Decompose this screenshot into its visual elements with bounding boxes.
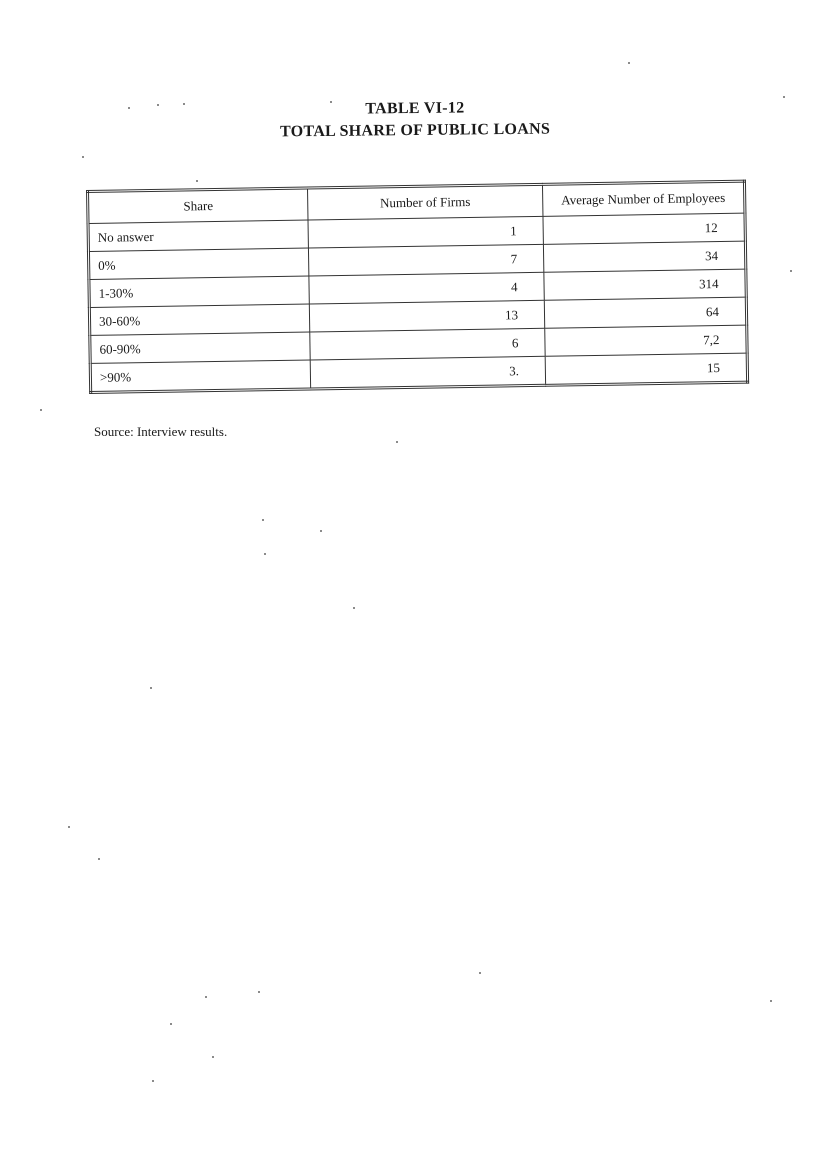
cell-employees: 12 bbox=[543, 213, 745, 244]
table-container bbox=[86, 180, 749, 394]
cell-share: No answer bbox=[88, 220, 308, 251]
cell-firms: 1 bbox=[308, 216, 543, 248]
scan-speck bbox=[68, 826, 70, 828]
cell-firms: 3. bbox=[310, 356, 545, 389]
scan-speck bbox=[628, 62, 630, 64]
scan-speck bbox=[783, 96, 785, 98]
table-subtitle: TOTAL SHARE OF PUBLIC LOANS bbox=[279, 120, 551, 141]
cell-employees: 15 bbox=[545, 353, 747, 385]
cell-employees: 314 bbox=[544, 269, 746, 300]
scan-speck bbox=[479, 972, 481, 974]
scan-speck bbox=[150, 687, 152, 689]
scan-speck bbox=[40, 409, 42, 411]
scan-speck bbox=[128, 107, 130, 109]
scan-speck bbox=[183, 103, 185, 105]
scan-speck bbox=[170, 1023, 172, 1025]
scan-speck bbox=[152, 1080, 154, 1082]
scan-speck bbox=[790, 270, 792, 272]
scan-speck bbox=[157, 104, 159, 106]
cell-employees: 64 bbox=[544, 297, 746, 328]
cell-employees: 34 bbox=[543, 241, 745, 272]
scan-speck bbox=[98, 858, 100, 860]
cell-firms: 6 bbox=[310, 328, 545, 360]
source-note: Source: Interview results. bbox=[94, 424, 228, 439]
cell-share: 0% bbox=[88, 248, 308, 279]
column-header-firms: Number of Firms bbox=[307, 184, 542, 220]
column-header-employees: Average Number of Employees bbox=[542, 181, 744, 216]
scan-speck bbox=[264, 553, 266, 555]
scan-speck bbox=[320, 530, 322, 532]
scan-speck bbox=[262, 519, 264, 521]
cell-share: 30-60% bbox=[89, 304, 309, 335]
cell-employees: 7,2 bbox=[545, 325, 747, 356]
cell-firms: 13 bbox=[309, 300, 544, 332]
table-title: TABLE VI-12 bbox=[365, 99, 465, 118]
scan-speck bbox=[82, 156, 84, 158]
scan-speck bbox=[770, 1000, 772, 1002]
table-heading bbox=[250, 96, 580, 143]
scan-speck bbox=[396, 441, 398, 443]
cell-share: 60-90% bbox=[90, 332, 310, 363]
column-header-share: Share bbox=[88, 188, 308, 223]
scan-speck bbox=[196, 180, 198, 182]
scan-speck bbox=[205, 996, 207, 998]
scan-speck bbox=[330, 101, 332, 103]
cell-firms: 4 bbox=[309, 272, 544, 304]
cell-share: 1-30% bbox=[89, 276, 309, 307]
data-table bbox=[86, 180, 749, 394]
cell-firms: 7 bbox=[308, 244, 543, 276]
scan-speck bbox=[212, 1056, 214, 1058]
scan-speck bbox=[258, 991, 260, 993]
scan-speck bbox=[353, 607, 355, 609]
cell-share: >90% bbox=[90, 360, 310, 392]
